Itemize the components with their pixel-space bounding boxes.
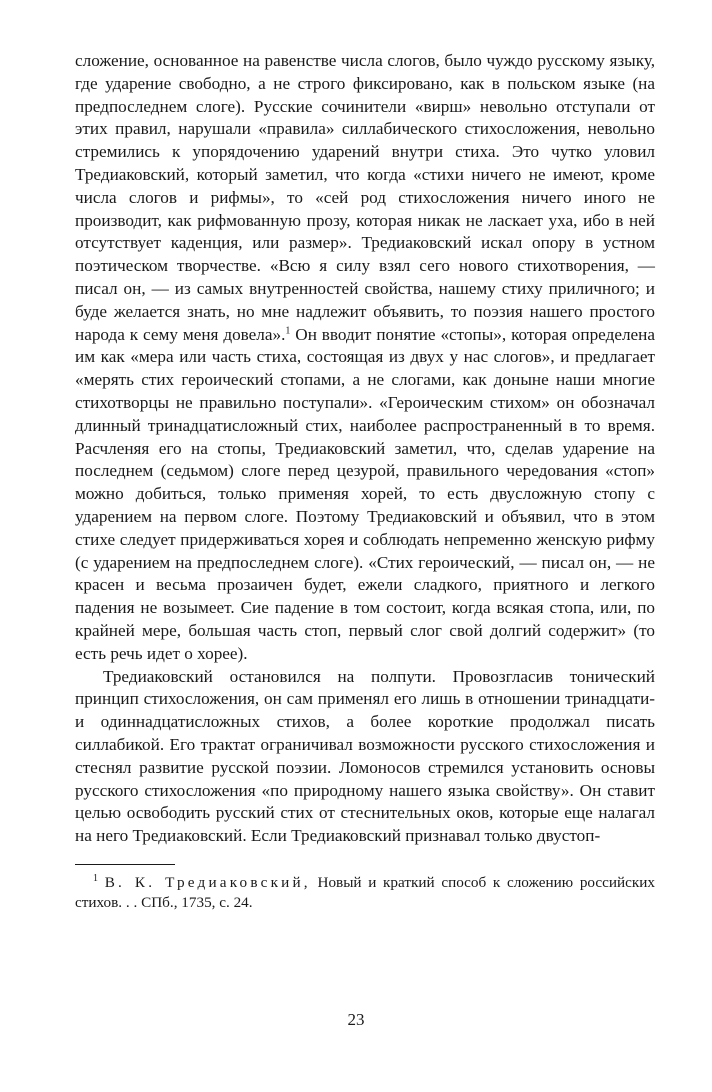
footnote-text: Новый и краткий способ к сложению российских стихов. . . СПб., 1735, с. 24. [75,873,655,911]
footnote [75,873,655,913]
paragraph-1-text-a: сложение, основанное на равенстве числа слогов, было чуждо русскому языку, где ударение свободно, а не строго фиксировано, как в польском языке (на предпоследнем слоге). Русские сочинители «вирш» невольно отступали от этих правил, нарушали «правила» силлабического стихосложения, невольно стремились к упорядочению ударений внутри стиха. Это чутко уловил Тредиаковский, который заметил, что когда «стихи ничего не имеют, кроме числа слогов и рифмы», то «сей род стихосложения ничего иного не производит, как рифмованную прозу, которая никак не ласкает уха, ибо в ней отсутствует каденция, или размер». Тредиаковский искал опору в устном поэтическом творчестве. «Всю я силу взял сего нового стихотворения, — писал он, — из самых внутренностей свойства, нашему стиху приличного; и буде желается знать, но мне надлежит объявить, то поэзия нашего простого народа к сему меня довела». [75,51,655,344]
page-body [75,50,655,913]
footnote-number: 1 [93,872,98,884]
paragraph-1-text-b: Он вводит понятие «стопы», которая определена им как «мера или часть стиха, состоящая из двух у нас слогов», и предлагает «мерять стих героический стопами, а не слогами, как доныне наши многие стихотворцы не правильно поступали». «Героическим стихом» он обозначал длинный тринадцатисложный стих, наиболее распространенный в то время. Расчленяя его на стопы, Тредиаковский заметил, что, сделав ударение на последнем (седьмом) слоге перед цезурой, правильного чередования «стоп» можно добиться, только применяя хорей, то есть двусложную стопу с ударением на первом слоге. Поэтому Тредиаковский и объявил, что в этом стихе следует придерживаться хорея и соблюдать непременно женскую рифму (с ударением на предпоследнем слоге). «Стих героический, — писал он, — не красен и весьма прозаичен будет, ежели сладкого, приятного и легкого падения не возымеет. Сие падение в том состоит, когда всякая стопа, или, по крайней мере, большая часть стоп, первый слог свой долгий содержит» (то есть речь идет о хорее). [75,324,655,663]
footnote-reference: 1 [285,324,291,336]
paragraph-1 [75,50,655,666]
footnote-author: В. К. Тредиаковский, [104,873,311,891]
paragraph-2: Тредиаковский остановился на полпути. Провозгласив тонический принцип стихосложения, он сам применял его лишь в отношении тринадцати- и одиннадцатисложных стихов, а более короткие продолжал писать силлабикой. Его трактат ограничивал возможности русского стихосложения и стеснял развитие русской поэзии. Ломоносов стремился установить основы русского стихосложения «по природному нашего языка свойству». Он ставит целью освободить русский стих от стеснительных оков, которые еще налагал на него Тредиаковский. Если Тредиаковский признавал только двустоп- [75,666,655,846]
page-number: 23 [347,1010,365,1029]
footnote-divider [75,864,175,865]
